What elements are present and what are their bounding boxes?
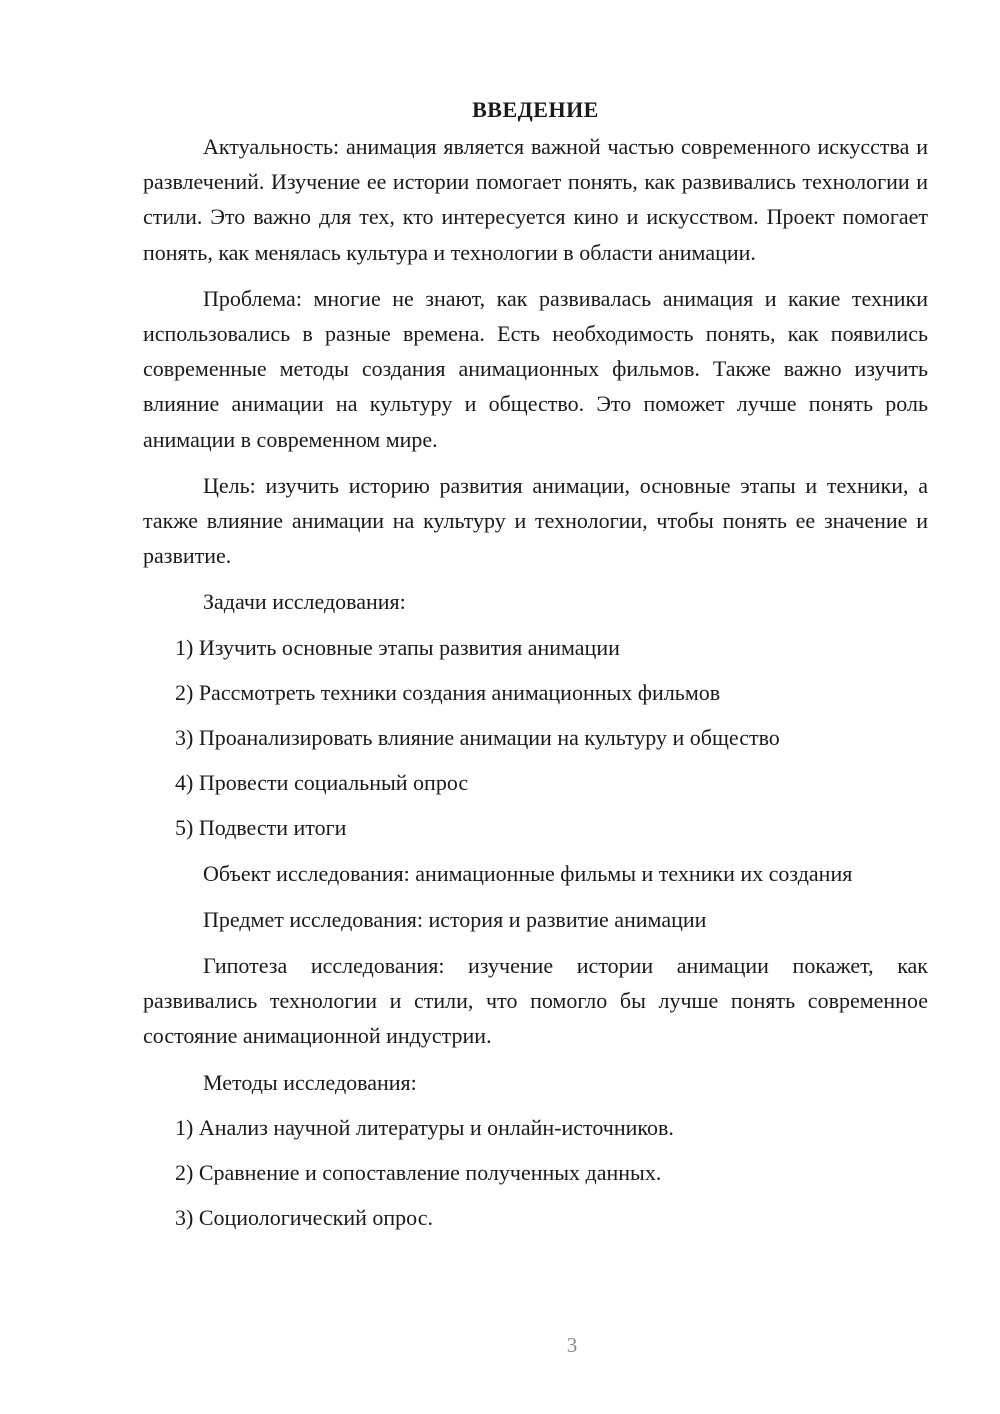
page-number: 3 xyxy=(566,1333,578,1357)
problem-paragraph: Проблема: многие не знают, как развивалась анимация и какие техники использовались в разные времена. Есть необходимость понять, как появились современные методы создания анимационных фильмов. Также важно изучить влияние анимации на культуру и общество. Это поможет лучше понять роль анимации в современном мире. xyxy=(143,285,928,452)
methods-heading: Методы исследования: xyxy=(203,1069,417,1095)
list-item: 3) Проанализировать влияние анимации на культуру и общество xyxy=(175,725,780,751)
object-paragraph: Объект исследования: анимационные фильмы и техники их создания xyxy=(203,860,853,886)
document-page xyxy=(143,92,928,1245)
methods-list xyxy=(143,1110,928,1236)
tasks-heading: Задачи исследования: xyxy=(203,589,406,615)
list-item: 1) Изучить основные этапы развития анимации xyxy=(175,634,620,660)
list-item: 1) Анализ научной литературы и онлайн-источников. xyxy=(175,1114,674,1140)
subject-paragraph: Предмет исследования: история и развитие анимации xyxy=(203,906,707,932)
list-item: 3) Социологический опрос. xyxy=(175,1205,433,1231)
list-item: 2) Сравнение и сопоставление полученных данных. xyxy=(175,1160,662,1186)
goal-paragraph: Цель: изучить историю развития анимации, основные этапы и техники, а также влияние анимации на культуру и технологии, чтобы понять ее значение и развитие. xyxy=(143,472,928,569)
list-item: 2) Рассмотреть техники создания анимационных фильмов xyxy=(175,679,721,705)
list-item: 4) Провести социальный опрос xyxy=(175,770,469,796)
relevance-paragraph: Актуальность: анимация является важной частью современного искусства и развлечений. Изучение ее истории помогает понять, как развивались технологии и стили. Это важно для тех, кто интересуется кино и искусством. Проект помогает понять, как менялась культура и технологии в области анимации. xyxy=(143,134,928,265)
hypothesis-paragraph: Гипотеза исследования: изучение истории анимации покажет, как развивались технологии и стили, что помогло бы лучше понять современное состояние анимационной индустрии. xyxy=(143,953,928,1049)
tasks-list xyxy=(143,630,928,846)
page-title: ВВЕДЕНИЕ xyxy=(472,97,599,122)
list-item: 5) Подвести итоги xyxy=(175,815,347,841)
